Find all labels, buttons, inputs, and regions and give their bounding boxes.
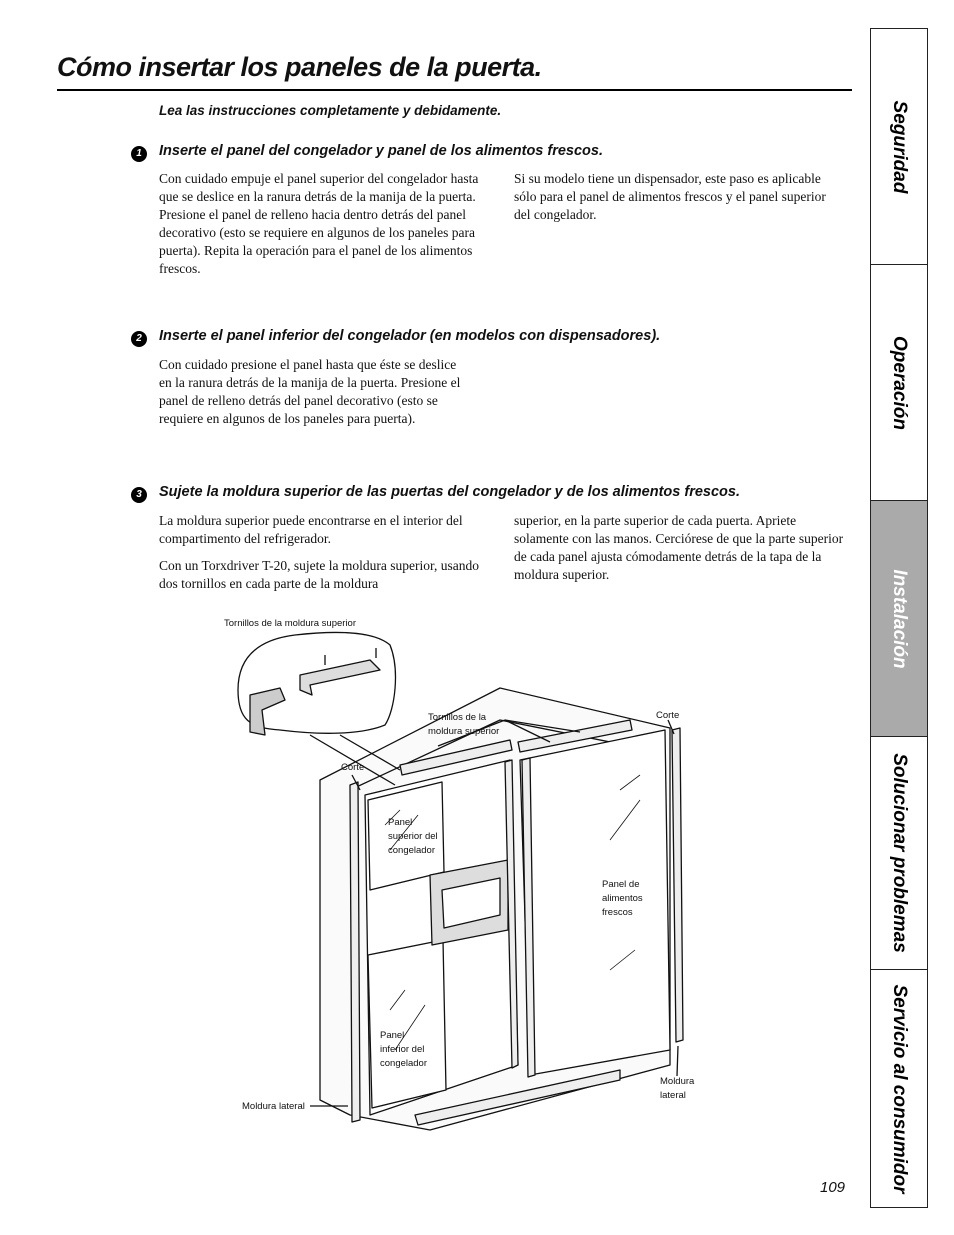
step-3-heading: Sujete la moldura superior de las puertas del congelador y de los alimentos frescos. xyxy=(159,484,740,500)
step-1-heading: Inserte el panel del congelador y panel de los alimentos frescos. xyxy=(159,143,604,159)
label-side-right-1: Moldura xyxy=(660,1076,695,1087)
label-side-left: Moldura lateral xyxy=(242,1101,305,1112)
tab-seguridad[interactable] xyxy=(871,29,927,265)
label-upper-freezer-3: congelador xyxy=(388,845,436,856)
step-3-paragraph-1: La moldura superior puede encontrarse en el interior del compartimento del refrigerador. xyxy=(159,513,463,546)
page-number: 109 xyxy=(820,1179,846,1196)
label-upper-freezer-2: superior del xyxy=(388,831,438,842)
label-screws-2: moldura superior xyxy=(428,726,500,737)
title-rule xyxy=(57,89,852,91)
tab-servicio-al-consumidor[interactable] xyxy=(871,970,927,1207)
tab-label: Operación xyxy=(889,335,910,430)
intro-text: Lea las instrucciones completamente y debidamente. xyxy=(159,103,502,118)
label-fresh-food-2: alimentos xyxy=(602,893,643,904)
step-2-heading: Inserte el panel inferior del congelador (en modelos con dispensadores). xyxy=(159,328,661,344)
tab-label: Servicio al consumidor xyxy=(889,983,910,1194)
step-2-paragraph-1: Con cuidado presione el panel hasta que éste se deslice en la ranura detrás de la manija de la puerta. Presione el panel de relleno detrás del panel decorativo (esto se requiere en algunos de los paneles para puerta). xyxy=(159,357,461,426)
label-upper-freezer-1: Panel xyxy=(388,817,413,828)
tab-operacion[interactable] xyxy=(871,265,927,501)
step-3-bullet: 3 xyxy=(131,487,147,503)
step-3-paragraph-3: superior, en la parte superior de cada puerta. Apriete solamente con las manos. Cerciórese de que la parte superior de cada panel ajusta cómodamente detrás de la tapa de la moldura superior. xyxy=(514,513,844,582)
step-1-bullet: 1 xyxy=(131,146,147,162)
tab-label: Seguridad xyxy=(889,100,910,193)
fresh-food-door xyxy=(520,730,670,1075)
callout-side-right xyxy=(677,1046,678,1076)
step-1-paragraph-2: Si su modelo tiene un dispensador, este paso es aplicable sólo para el panel de alimentos frescos y el panel superior del congelador. xyxy=(514,171,826,222)
label-side-right-2: lateral xyxy=(660,1090,686,1101)
right-side-trim xyxy=(672,728,683,1042)
step-2-bullet: 2 xyxy=(131,331,147,347)
left-side-trim xyxy=(350,782,360,1122)
label-lower-freezer-2: inferior del xyxy=(380,1044,425,1055)
label-lower-freezer-1: Panel xyxy=(380,1030,405,1041)
tab-label: Instalación xyxy=(889,568,910,669)
section-tabs xyxy=(870,28,928,1208)
tab-label: Solucionar problemas xyxy=(889,753,910,953)
label-cut-right: Corte xyxy=(656,710,680,721)
label-inset-screws: Tornillos de la moldura superior xyxy=(224,618,357,629)
label-lower-freezer-3: congelador xyxy=(380,1058,428,1069)
step-1-paragraph-1: Con cuidado empuje el panel superior del congelador hasta que se deslice en la ranura detrás de la manija de la puerta. Presione el panel de relleno hacia dentro detrás del panel decorativo (esto se requiere en algunos de los paneles para puerta). Repita la operación para el panel de los alimentos frescos. xyxy=(159,171,479,276)
refrigerator-diagram xyxy=(200,610,720,1140)
tab-solucionar-problemas[interactable] xyxy=(871,737,927,970)
tab-instalacion[interactable] xyxy=(871,501,927,737)
label-fresh-food-1: Panel de xyxy=(602,879,640,890)
label-screws-1: Tornillos de la xyxy=(428,712,487,723)
page-title: Cómo insertar los paneles de la puerta. xyxy=(57,52,542,82)
label-cut-left: Corte xyxy=(341,762,365,773)
step-3-paragraph-2: Con un Torxdriver T-20, sujete la moldura superior, usando dos tornillos en cada parte de la moldura xyxy=(159,558,479,591)
lower-freezer-panel xyxy=(368,940,446,1108)
label-fresh-food-3: frescos xyxy=(602,907,633,918)
